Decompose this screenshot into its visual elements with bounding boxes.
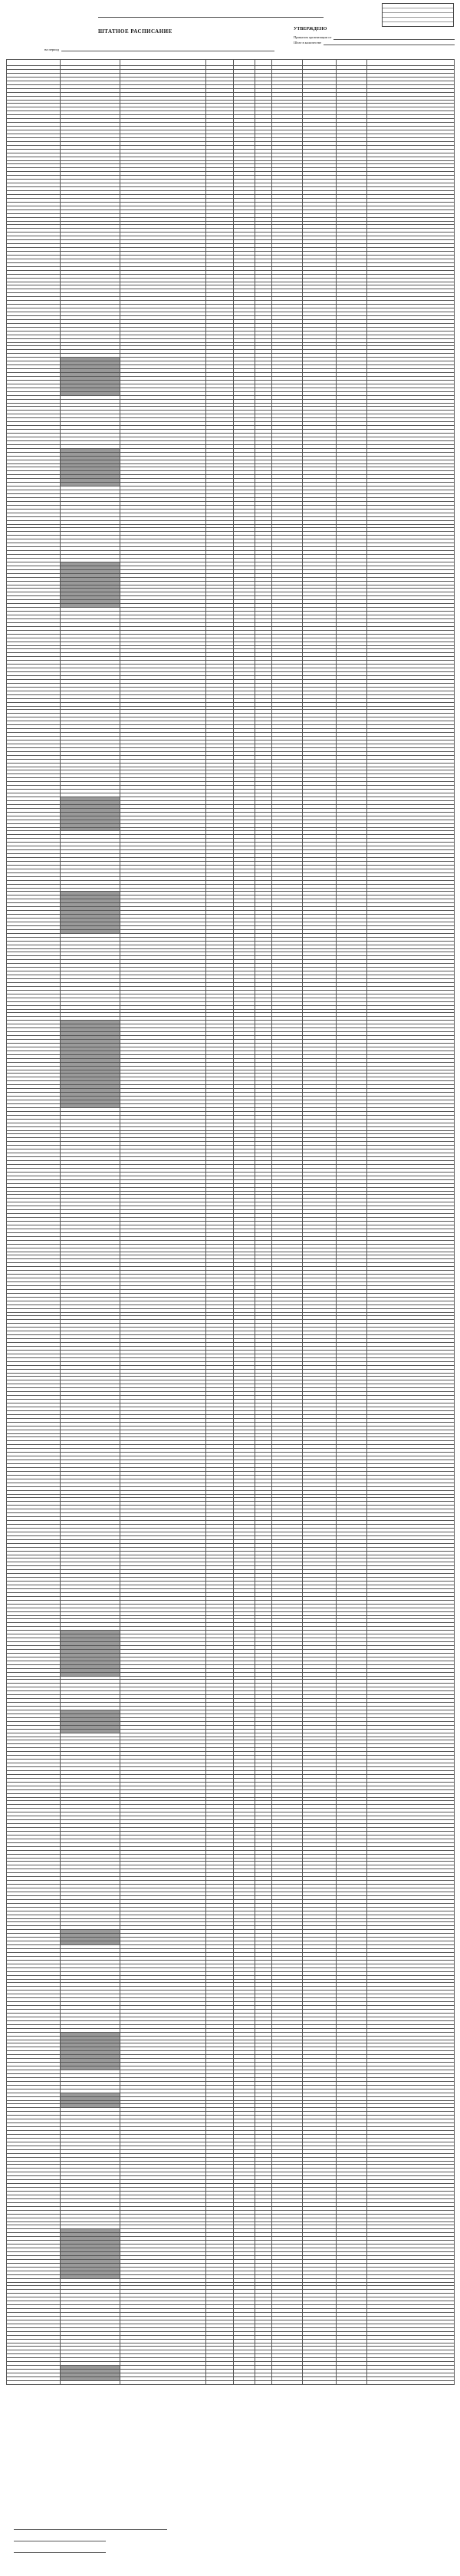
approved-label: УТВЕРЖДЕНО [294,27,327,31]
approval-fields [294,35,455,45]
staffing-table-body [7,70,455,2385]
organization-caption [98,18,324,22]
approval-order-field [334,35,455,40]
table-header-row [7,60,455,66]
approval-staff-field [324,41,455,45]
header-cell [272,60,303,66]
period-line [44,47,274,51]
header-cell [337,60,367,66]
corner-line [383,22,453,26]
header-cell [206,60,234,66]
period-field [61,47,274,51]
header-cell [255,60,272,66]
approval-order-line [294,35,455,40]
header-cell [7,60,61,66]
approval-staff-line [294,40,455,45]
form-corner-box [382,3,454,27]
header-cell [120,60,206,66]
header-cell [367,60,455,66]
document-title: ШТАТНОЕ РАСПИСАНИЕ [98,28,172,35]
staffing-table [6,59,455,2385]
header-cell [61,60,120,66]
header-cell [303,60,337,66]
approval-staff-label: Штат в количестве [294,41,322,45]
title-block [6,27,454,54]
organization-line [98,11,324,18]
approval-order-label: Приказом организации от [294,35,332,39]
period-label: на период [44,48,60,51]
header-cell [234,60,255,66]
